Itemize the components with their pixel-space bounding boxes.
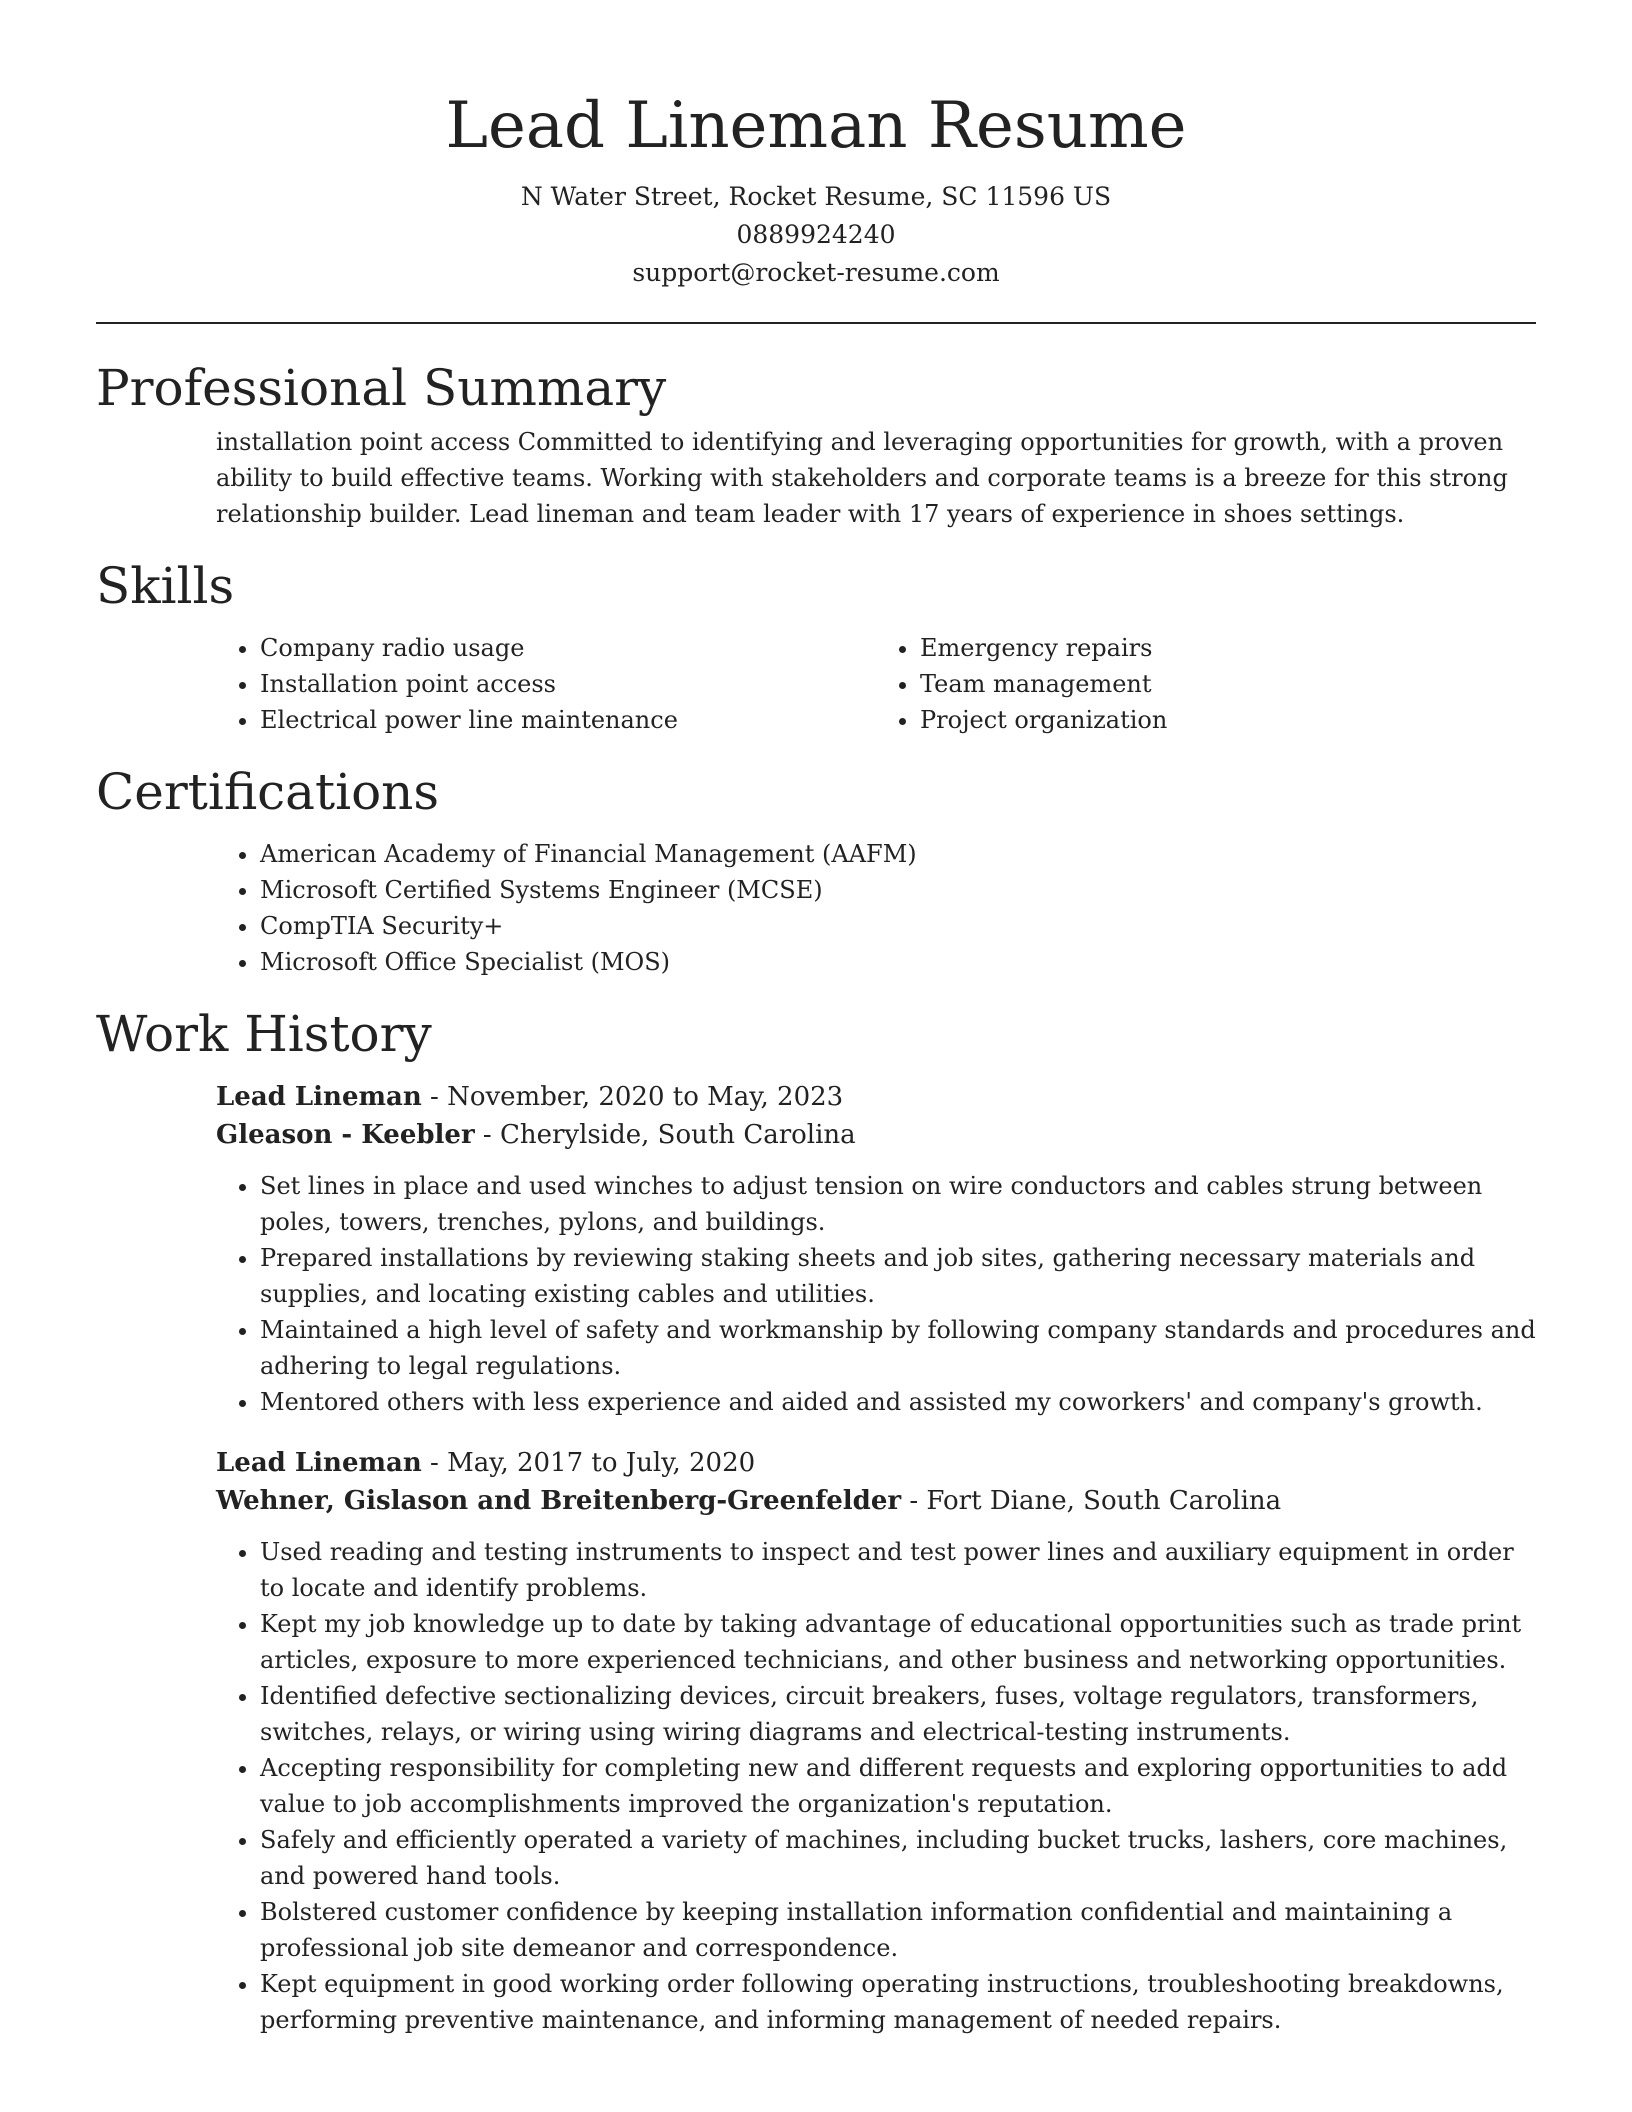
job-duty: • Kept equipment in good working order following operating instructions, troubleshooting breakdowns, performing preventive maintenance, and informing management of needed repairs. bbox=[260, 1966, 1536, 2038]
job-entry bbox=[216, 1444, 1536, 2038]
contact-email: support@rocket-resume.com bbox=[632, 258, 1000, 287]
job-location: - Cherylside, South Carolina bbox=[474, 1120, 856, 1150]
job-title-line bbox=[216, 1444, 1536, 1482]
certifications-heading: Certifications bbox=[96, 763, 440, 821]
skill-item: • Company radio usage bbox=[260, 630, 876, 666]
contact-info bbox=[96, 178, 1536, 292]
skills-column-left bbox=[216, 630, 876, 738]
job-entry bbox=[216, 1078, 1536, 1420]
job-company: Gleason - Keebler bbox=[216, 1120, 475, 1150]
job-duty: • Identified defective sectionalizing devices, circuit breakers, fuses, voltage regulators, transformers, switches, relays, or wiring using wiring diagrams and electrical-testing instruments. bbox=[260, 1678, 1536, 1750]
skill-item: • Project organization bbox=[920, 702, 1536, 738]
contact-phone: 0889924240 bbox=[736, 220, 896, 249]
summary-heading: Professional Summary bbox=[96, 359, 667, 417]
job-company-line bbox=[216, 1116, 1536, 1154]
certification-item: • Microsoft Certified Systems Engineer (MCSE) bbox=[260, 872, 1536, 908]
job-location: - Fort Diane, South Carolina bbox=[901, 1486, 1282, 1516]
work-history-heading: Work History bbox=[96, 1005, 432, 1063]
summary-section bbox=[96, 358, 1536, 532]
header-divider bbox=[96, 322, 1536, 324]
job-title: Lead Lineman bbox=[216, 1448, 422, 1478]
contact-address: N Water Street, Rocket Resume, SC 11596 US bbox=[520, 182, 1112, 211]
skill-item: • Electrical power line maintenance bbox=[260, 702, 876, 738]
skills-heading: Skills bbox=[96, 557, 235, 615]
job-duty: • Maintained a high level of safety and workmanship by following company standards and procedures and adhering to legal regulations. bbox=[260, 1312, 1536, 1384]
job-duty: • Safely and efficiently operated a variety of machines, including bucket trucks, lashers, core machines, and powered hand tools. bbox=[260, 1822, 1536, 1894]
resume-page bbox=[96, 0, 1536, 2038]
job-duty: • Set lines in place and used winches to adjust tension on wire conductors and cables strung between poles, towers, trenches, pylons, and buildings. bbox=[260, 1168, 1536, 1240]
job-dates: - May, 2017 to July, 2020 bbox=[421, 1448, 756, 1478]
job-duty: • Kept my job knowledge up to date by taking advantage of educational opportunities such as trade print articles, exposure to more experienced technicians, and other business and networking opportunities. bbox=[260, 1606, 1536, 1678]
skill-item: • Team management bbox=[920, 666, 1536, 702]
job-duty: • Used reading and testing instruments to inspect and test power lines and auxiliary equipment in order to locate and identify problems. bbox=[260, 1534, 1536, 1606]
job-duty: • Mentored others with less experience and aided and assisted my coworkers' and company's growth. bbox=[260, 1384, 1536, 1420]
job-dates: - November, 2020 to May, 2023 bbox=[421, 1082, 844, 1112]
certification-item: • American Academy of Financial Management (AAFM) bbox=[260, 836, 1536, 872]
certification-item: • Microsoft Office Specialist (MOS) bbox=[260, 944, 1536, 980]
job-duties-list bbox=[216, 1168, 1536, 1420]
job-company-line bbox=[216, 1482, 1536, 1520]
certification-item: • CompTIA Security+ bbox=[260, 908, 1536, 944]
skill-item: • Installation point access bbox=[260, 666, 876, 702]
job-title-line bbox=[216, 1078, 1536, 1116]
work-history-section bbox=[96, 1004, 1536, 2038]
job-company: Wehner, Gislason and Breitenberg-Greenfelder bbox=[216, 1486, 902, 1516]
resume-header bbox=[96, 0, 1536, 292]
job-duty: • Prepared installations by reviewing staking sheets and job sites, gathering necessary materials and supplies, and locating existing cables and utilities. bbox=[260, 1240, 1536, 1312]
resume-title: Lead Lineman Resume bbox=[445, 89, 1187, 163]
skills-section bbox=[96, 556, 1536, 738]
job-duty: • Accepting responsibility for completing new and different requests and exploring opportunities to add value to job accomplishments improved the organization's reputation. bbox=[260, 1750, 1536, 1822]
job-duties-list bbox=[216, 1534, 1536, 2038]
job-title: Lead Lineman bbox=[216, 1082, 422, 1112]
skills-column-right bbox=[876, 630, 1536, 738]
job-duty: • Bolstered customer confidence by keeping installation information confidential and maintaining a professional job site demeanor and correspondence. bbox=[260, 1894, 1536, 1966]
skills-grid bbox=[216, 630, 1536, 738]
certifications-list bbox=[216, 836, 1536, 980]
certifications-section bbox=[96, 762, 1536, 980]
summary-text: installation point access Committed to identifying and leveraging opportunities for growth, with a proven ability to build effective teams. Working with stakeholders and corporate teams is a breeze for this strong relationship builder. Lead lineman and team leader with 17 years of experience in shoes settings. bbox=[216, 428, 1508, 528]
skill-item: • Emergency repairs bbox=[920, 630, 1536, 666]
